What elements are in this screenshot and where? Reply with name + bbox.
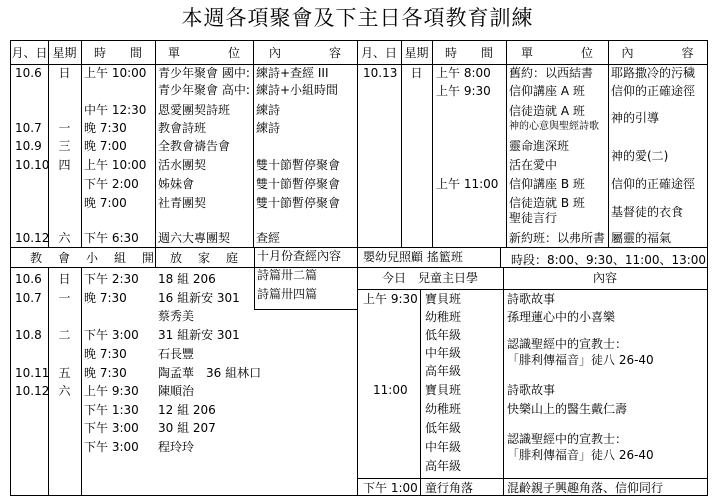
row-time: 下午 2:00: [84, 177, 139, 191]
course-content: 耶路撒冷的污穢: [611, 66, 696, 80]
course-content: 神的引導: [611, 111, 660, 125]
row-weekday: 一: [58, 121, 71, 135]
class-content: 混齡親子興趣角落、信仰同行: [507, 481, 664, 495]
class-name: 幼稚班: [425, 402, 462, 416]
course-unit: 神的心意與聖經詩歌: [509, 121, 599, 132]
course-unit: 信仰講座 B 班: [509, 177, 585, 191]
group-date: 10.8: [15, 328, 42, 342]
group-host: 16 組新安 301: [158, 291, 240, 305]
row-date: 10.6: [15, 66, 42, 80]
row-unit: 社青團契: [158, 196, 207, 210]
row-time: 上午 10:00: [84, 158, 147, 172]
time-slot: 上午 9:30: [436, 84, 491, 98]
course-unit: 信徒造就 B 班: [509, 196, 585, 210]
group-date: 10.6: [15, 272, 42, 286]
row-time: 晚 7:00: [84, 139, 127, 153]
group-host: 31 組新安 301: [158, 328, 240, 342]
group-time: 上午 9:30: [84, 384, 139, 398]
class-name: 幼稚班: [425, 310, 462, 324]
group-time: 晚 7:30: [84, 366, 127, 380]
group-date: 10.11: [15, 366, 50, 380]
course-unit: 舊約：以西結書: [509, 66, 594, 80]
group-time: 晚 7:30: [84, 291, 127, 305]
class-name: 低年級: [425, 328, 462, 342]
section-rule-right-2: [357, 267, 707, 268]
course-unit: 聖徒言行: [509, 211, 558, 225]
row-weekday: 三: [58, 139, 71, 153]
class-name: 高年級: [425, 459, 462, 473]
october-study-title: 十月份查經內容: [257, 249, 342, 263]
october-study-item: 詩篇卅四篇: [257, 287, 318, 301]
row-content: 練詩+小組時間: [256, 83, 339, 97]
header-time: 時 間: [444, 46, 493, 60]
row-weekday: 日: [58, 66, 71, 80]
class-content: 快樂山上的醫生戴仁壽: [507, 402, 628, 416]
header-weekday: 星期: [52, 46, 77, 60]
class-content: 認識聖經中的宣教士：: [507, 337, 628, 351]
course-content: 神的愛(二): [611, 149, 669, 163]
sunday-weekday: 日: [410, 66, 423, 80]
class-content: 「腓利傳福音」徒八 26-40: [507, 448, 654, 462]
section-rule-left: [11, 247, 357, 248]
time-slot: 上午 11:00: [436, 177, 499, 191]
group-weekday: 日: [58, 272, 71, 286]
nursery-title: 嬰幼兒照顧 搖籃班: [363, 250, 463, 264]
session-time: 上午 9:30: [363, 292, 418, 306]
course-content: 信仰的正確途徑: [611, 177, 696, 191]
course-unit: 靈命進深班: [509, 139, 570, 153]
group-weekday: 一: [58, 291, 71, 305]
course-content: 信仰的正確途徑: [611, 84, 696, 98]
class-content: 詩歌故事: [507, 292, 556, 306]
group-weekday: 二: [58, 328, 71, 342]
class-content: 詩歌故事: [507, 383, 556, 397]
row-date: 10.12: [15, 231, 50, 245]
group-host: 蔡秀美: [158, 309, 195, 323]
row-content: 雙十節暫停聚會: [256, 177, 341, 191]
class-name: 中年級: [425, 346, 462, 360]
header-content: 內 容: [268, 46, 341, 60]
row-unit: 全教會禱告會: [158, 139, 231, 153]
course-unit: 新約班：以弗所書: [509, 231, 606, 245]
group-host: 陶孟華 36 組林口: [158, 366, 262, 380]
group-time: 下午 1:30: [84, 403, 139, 417]
group-weekday: 五: [58, 366, 71, 380]
nursery-hours: 時段：8:00、9:30、11:00、13:00: [511, 253, 707, 267]
row-date: 10.7: [15, 121, 42, 135]
center-divider: [357, 41, 358, 496]
class-name: 低年級: [425, 421, 462, 435]
row-unit: 恩愛團契詩班: [158, 103, 231, 117]
row-content: 練詩: [256, 103, 281, 117]
row-unit: 教會詩班: [158, 121, 207, 135]
course-content: 基督徒的衣食: [611, 205, 684, 219]
session-time: 11:00: [373, 383, 408, 397]
row-date: 10.9: [15, 139, 42, 153]
class-name: 中年級: [425, 440, 462, 454]
group-date: 10.7: [15, 291, 42, 305]
sunday-school-header-rule: [357, 289, 707, 290]
row-time: 中午 12:30: [84, 103, 147, 117]
class-name: 童行角落: [425, 481, 474, 495]
group-host: 18 組 206: [158, 272, 216, 286]
row-date: 10.10: [15, 158, 50, 172]
group-time: 下午 2:30: [84, 272, 139, 286]
group-host: 30 組 207: [158, 421, 216, 435]
header-time: 時 間: [93, 46, 142, 60]
october-study-item: 詩篇卅二篇: [257, 268, 318, 282]
group-weekday: 六: [58, 384, 71, 398]
sunday-school-header: 今日 兒童主日學: [381, 271, 478, 285]
row-content: 練詩+查經 III: [256, 66, 329, 80]
row-content: 練詩: [256, 121, 281, 135]
row-unit: 青少年聚會 高中:: [158, 83, 250, 97]
class-content: 認識聖經中的宣教士：: [507, 432, 628, 446]
sunday-date: 10.13: [363, 66, 398, 80]
group-time: 下午 3:00: [84, 421, 139, 435]
row-time: 上午 10:00: [84, 66, 147, 80]
group-date: 10.12: [15, 384, 50, 398]
sunday-school-content-header: 內容: [592, 271, 617, 285]
small-group-header: 教 會 小 組 開 放 家 庭: [29, 251, 240, 265]
course-unit: 活在愛中: [509, 158, 558, 172]
schedule-table: [10, 40, 708, 496]
group-host: 陳順治: [158, 384, 195, 398]
class-name: 高年級: [425, 364, 462, 378]
row-unit: 活水團契: [158, 158, 207, 172]
row-time: 下午 6:30: [84, 231, 139, 245]
group-time: 下午 3:00: [84, 328, 139, 342]
row-weekday: 四: [58, 158, 71, 172]
header-date: 月、日: [360, 46, 397, 60]
class-name: 寶貝班: [425, 292, 462, 306]
row-unit: 姊妹會: [158, 177, 195, 191]
header-date: 月、日: [11, 46, 48, 60]
group-host: 程玲玲: [158, 440, 195, 454]
class-content: 「腓利傳福音」徒八 26-40: [507, 353, 654, 367]
time-slot: 上午 8:00: [436, 66, 491, 80]
row-unit: 週六大專團契: [158, 231, 231, 245]
row-content: 雙十節暫停聚會: [256, 196, 341, 210]
group-time: 晚 7:30: [84, 347, 127, 361]
course-content: 屬靈的福氣: [611, 231, 672, 245]
section-rule-right: [357, 247, 707, 248]
class-name: 寶貝班: [425, 383, 462, 397]
row-time: 晚 7:30: [84, 121, 127, 135]
group-host: 石長豐: [158, 347, 195, 361]
class-content: 孫理蓮心中的小喜樂: [507, 310, 616, 324]
course-unit: 信仰講座 A 班: [509, 84, 585, 98]
header-rule: [11, 64, 707, 65]
row-weekday: 六: [58, 231, 71, 245]
header-unit: 單 位: [167, 46, 240, 60]
header-content: 內 容: [621, 46, 694, 60]
row-content: 雙十節暫停聚會: [256, 158, 341, 172]
row-time: 晚 7:00: [84, 196, 127, 210]
session-time: 下午 1:00: [363, 481, 418, 495]
group-host: 12 組 206: [158, 403, 216, 417]
header-unit: 單 位: [520, 46, 593, 60]
group-time: 下午 3:00: [84, 440, 139, 454]
header-weekday: 星期: [404, 46, 429, 60]
row-content: 查經: [256, 231, 281, 245]
page-title: 本週各項聚會及下主日各項教育訓練: [181, 6, 534, 30]
course-unit: 信徒造就 A 班: [509, 104, 585, 118]
row-unit: 青少年聚會 國中:: [158, 66, 250, 80]
